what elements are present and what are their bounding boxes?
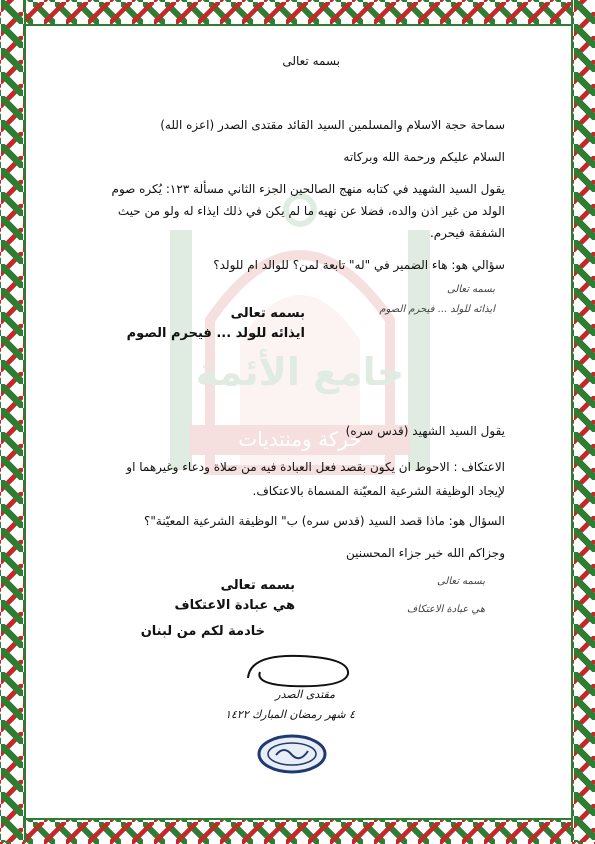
signature-date: ٤ شهر رمضان المبارك ١٤٢٢ xyxy=(225,708,355,721)
question2-line2: لإيجاد الوظيفة الشرعية المعيّنة المسماة بالاعتكاف. xyxy=(252,484,505,498)
question2-intro: يقول السيد الشهيد (قدس سره) xyxy=(345,424,505,438)
answer1-text: ايذائه للولد ... فيحرم الصوم xyxy=(126,326,305,341)
answer2-text: هي عبادة الاعتكاف xyxy=(174,598,295,613)
answer1-handwritten-heading: بسمه تعالى xyxy=(446,284,495,295)
bottom-border xyxy=(0,818,595,844)
answer1-heading: بسمه تعالى xyxy=(230,306,305,321)
closing-line: وجزاكم الله خير جزاء المحسنين xyxy=(346,546,505,560)
right-border xyxy=(571,0,595,842)
top-border xyxy=(0,0,595,26)
answer2-heading: بسمه تعالى xyxy=(220,578,295,593)
question1-question: سؤالي هو: هاء الضمير في "له" تابعة لمن؟ للوالد ام للولد؟ xyxy=(213,258,505,272)
official-stamp xyxy=(256,733,328,775)
addressee-line: سماحة حجة الاسلام والمسلمين السيد القائد مقتدى الصدر (اعزه الله) xyxy=(160,118,505,132)
watermark-subtitle: حركة ومنتديات xyxy=(238,427,362,451)
left-border xyxy=(0,0,26,842)
greeting-line: السلام عليكم ورحمة الله وبركاته xyxy=(343,150,505,164)
watermark-title: جامع الأئمة xyxy=(195,350,405,394)
answer2-handwritten-heading: بسمه تعالى xyxy=(436,576,485,587)
question1-line1: يقول السيد الشهيد في كتابه منهج الصالحين الجزء الثاني مسألة ١٢٣: يُكره صوم xyxy=(111,182,505,196)
question2-line1: الاعتكاف : الاحوط ان يكون بقصد فعل العبادة فيه من صلاة ودعاء وغيرهما او xyxy=(126,460,505,474)
question1-line2: الولد من غير اذن والده، فضلا عن نهيه ما لم يكن في ذلك ايذاء له ولو من حيث xyxy=(117,204,505,218)
question1-line3: الشفقة فيحرم. xyxy=(429,226,505,240)
question2-question: السؤال هو: ماذا قصد السيد (قدس سره) ب" الوظيفة الشرعية المعيّنة"؟ xyxy=(144,514,505,528)
letter-heading: بسمه تعالى xyxy=(282,54,340,68)
signature-block: خادمة لكم من لبنان xyxy=(140,624,265,639)
signature-name: مقتدى الصدر xyxy=(275,688,335,701)
answer2-handwritten-text: هي عبادة الاعتكاف xyxy=(406,604,485,615)
answer1-handwritten-text: ايذائه للولد ... فيحرم الصوم xyxy=(379,304,495,315)
